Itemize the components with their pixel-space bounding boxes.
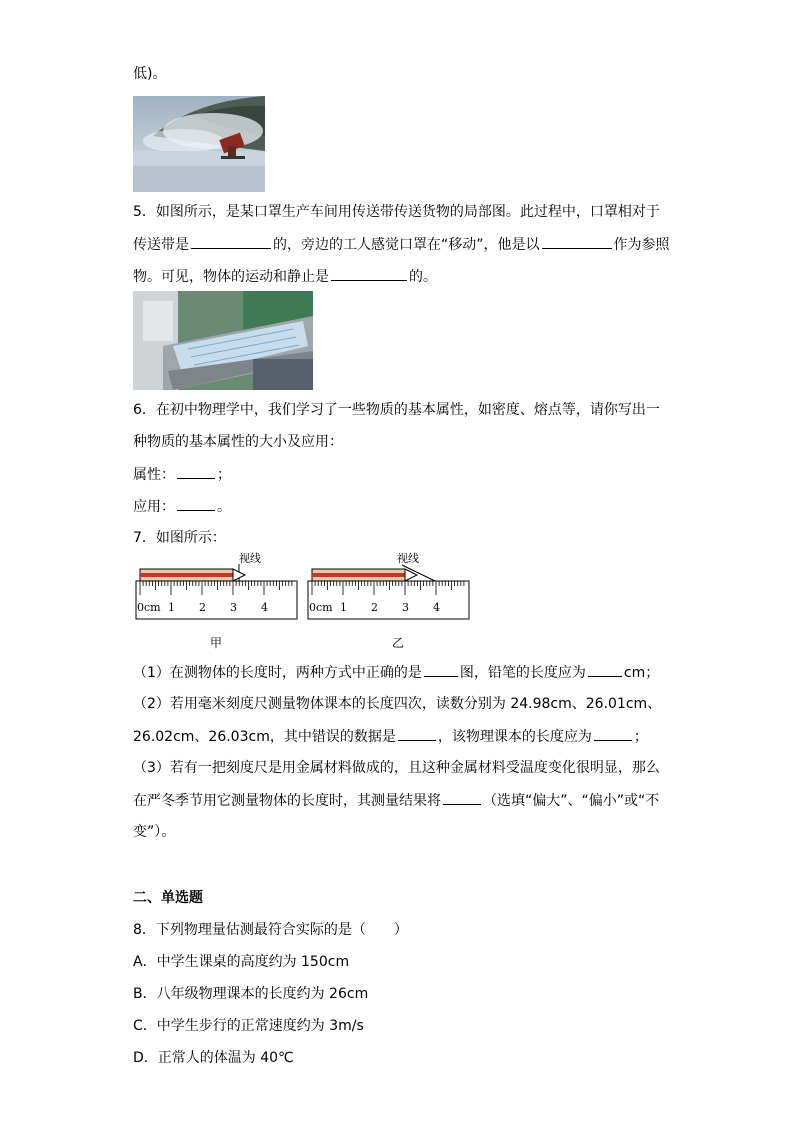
ruler-label-a-1: 1 bbox=[168, 601, 175, 614]
q6-line2: 种物质的基本属性的大小及应用： bbox=[133, 434, 343, 450]
q7-part3-line1: （3）若有一把刻度尺是用金属材料做成的，且这种金属材料受温度变化很明显，那么 bbox=[133, 760, 660, 776]
q6-property-line: 属性： ； bbox=[133, 464, 231, 485]
q7-blank-measurement-result[interactable] bbox=[443, 790, 481, 805]
q7-blank-book-length[interactable] bbox=[594, 726, 632, 741]
q7-intro: 7．如图所示： bbox=[133, 530, 226, 546]
q6-application-blank[interactable] bbox=[177, 496, 215, 511]
ruler-label-a-0: 0cm bbox=[137, 601, 161, 614]
ruler-label-b-2: 2 bbox=[371, 601, 378, 614]
q5-line3: 物。可见，物体的运动和静止是 的。 bbox=[133, 266, 437, 287]
figure-b-caption: 乙 bbox=[392, 636, 405, 650]
ruler-figure-b bbox=[307, 550, 472, 624]
q4-tail-text: 低)。 bbox=[133, 66, 167, 82]
ruler-label-b-4: 4 bbox=[433, 601, 440, 614]
q5-blank-1[interactable] bbox=[191, 234, 271, 249]
q6-application-line: 应用： 。 bbox=[133, 496, 231, 517]
ruler-figure-a bbox=[135, 550, 300, 624]
q7-blank-correct-figure[interactable] bbox=[424, 662, 458, 677]
snow-cannon-photo bbox=[133, 96, 265, 192]
ruler-label-a-2: 2 bbox=[199, 601, 206, 614]
conveyor-belt-image bbox=[133, 291, 313, 390]
q5-blank-3[interactable] bbox=[331, 266, 407, 281]
q6-property-blank[interactable] bbox=[177, 464, 215, 479]
q8-option-d[interactable]: D．正常人的体温为 40℃ bbox=[133, 1050, 294, 1066]
section-title-single-choice: 二、单选题 bbox=[133, 890, 203, 906]
ruler-label-b-1: 1 bbox=[340, 601, 347, 614]
figure-a-caption: 甲 bbox=[210, 636, 223, 650]
q7-part3-line3: 变”）。 bbox=[133, 824, 176, 840]
q5-blank-2[interactable] bbox=[542, 234, 612, 249]
snow-cannon-image bbox=[133, 96, 265, 192]
q7-part2-line2: 26.02cm、26.03cm，其中错误的数据是 ，该物理课本的长度应为 ； bbox=[133, 726, 648, 747]
ruler-label-a-4: 4 bbox=[261, 601, 268, 614]
q7-part1: （1）在测物体的长度时，两种方式中正确的是 图，铅笔的长度应为 cm； bbox=[133, 662, 659, 683]
q5-line1: 5．如图所示，是某口罩生产车间用传送带传送货物的局部图。此过程中，口罩相对于 bbox=[133, 204, 660, 220]
q8-stem: 8．下列物理量估测最符合实际的是（ ） bbox=[133, 922, 408, 938]
pencil-stripe-b bbox=[312, 573, 405, 577]
q8-option-b[interactable]: B．八年级物理课本的长度约为 26cm bbox=[133, 986, 369, 1002]
sight-line-label-b: 视线 bbox=[397, 552, 419, 565]
q7-part2-line1: （2）若用毫米刻度尺测量物体课本的长度四次，读数分别为 24.98cm、26.01cm、 bbox=[133, 696, 662, 712]
conveyor-belt-photo bbox=[133, 291, 313, 390]
q6-line1: 6．在初中物理学中，我们学习了一些物质的基本属性，如密度、熔点等，请你写出一 bbox=[133, 402, 660, 418]
q8-option-c[interactable]: C．中学生步行的正常速度约为 3m/s bbox=[133, 1018, 364, 1034]
pencil-stripe-a bbox=[140, 573, 233, 577]
q7-blank-pencil-length[interactable] bbox=[588, 662, 622, 677]
q7-part3-line2: 在严冬季节用它测量物体的长度时，其测量结果将 （选填“偏大”、“偏小”或“不 bbox=[133, 790, 659, 811]
ruler-label-b-3: 3 bbox=[402, 601, 409, 614]
q8-option-a[interactable]: A．中学生课桌的高度约为 150cm bbox=[133, 954, 350, 970]
ruler-label-b-0: 0cm bbox=[309, 601, 333, 614]
q7-blank-wrong-data[interactable] bbox=[398, 726, 436, 741]
sight-line-label-a: 视线 bbox=[239, 552, 261, 565]
q5-line2: 传送带是 的，旁边的工人感觉口罩在“移动”，他是以 作为参照 bbox=[133, 234, 670, 255]
ruler-label-a-3: 3 bbox=[230, 601, 237, 614]
pencil-tip-b bbox=[405, 569, 417, 581]
